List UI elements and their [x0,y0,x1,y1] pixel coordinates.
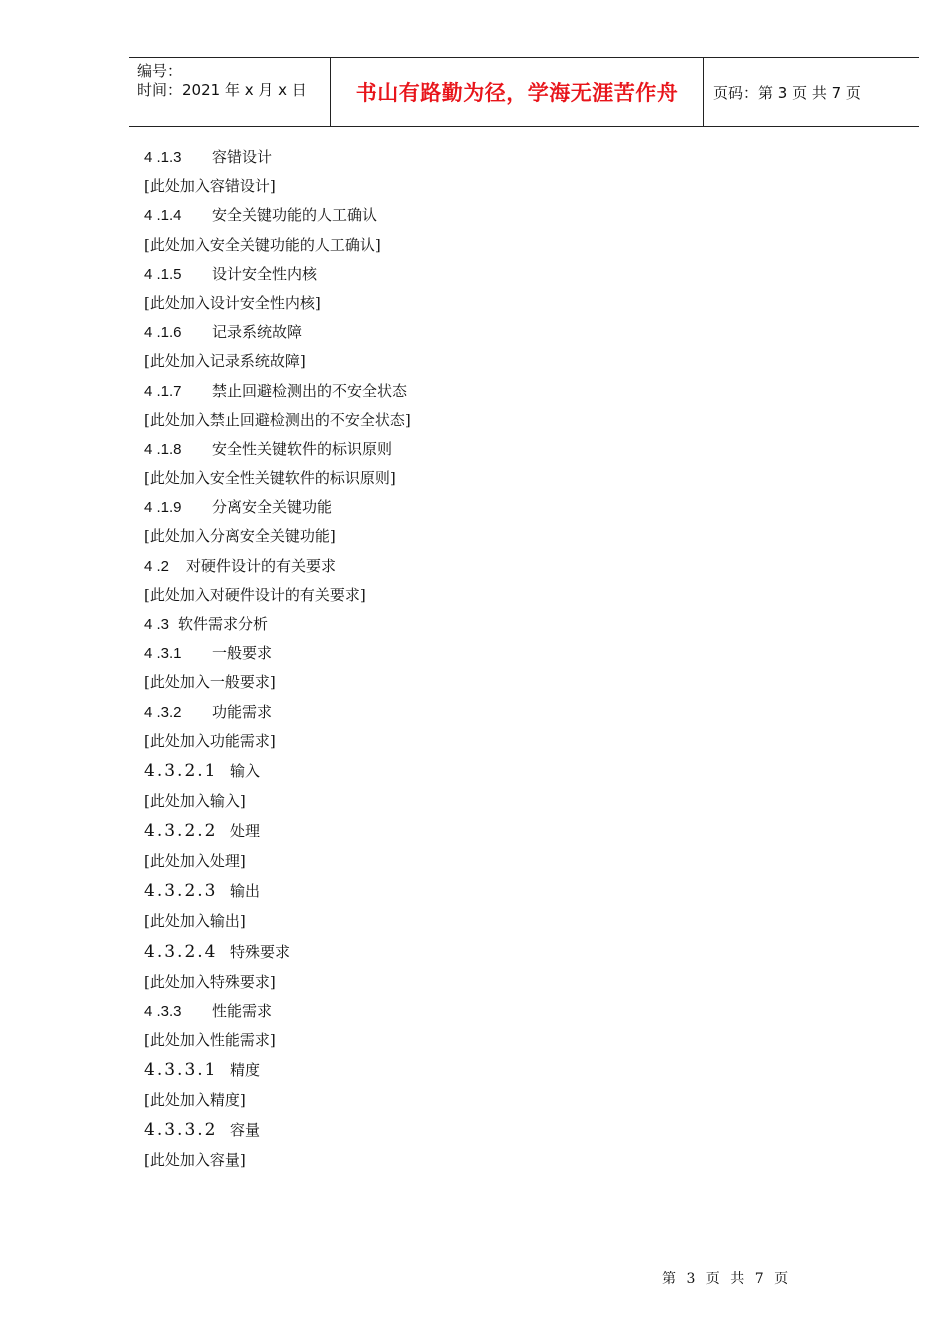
page-header [129,57,919,127]
section-number: 4.3.3.2 [144,1120,218,1141]
header-motto: 书山有路勤为径，学海无涯苦作舟 [355,80,679,105]
section-title: 安全性关键软件的标识原则 [212,439,393,458]
placeholder-text: [此处加入安全关键功能的人工确认] [144,235,381,254]
placeholder-text: [此处加入精度] [144,1091,246,1110]
section-title: 容量 [230,1121,261,1140]
header-divider [703,58,704,126]
placeholder-text: [此处加入处理] [144,852,246,871]
document-date: 时间：2021 年 x 月 x 日 [137,81,307,99]
placeholder-text: [此处加入容错设计] [144,177,276,196]
section-number: 4 .1.7 [144,382,182,400]
placeholder-text: [此处加入容量] [144,1151,246,1170]
placeholder-text: [此处加入特殊要求] [144,972,276,991]
document-number-label: 编号： [137,62,183,80]
placeholder-text: [此处加入输入] [144,791,246,810]
header-page-info: 页码：第 3 页 共 7 页 [713,83,861,102]
section-number: 4 .1.6 [144,324,182,342]
section-title: 处理 [230,822,261,841]
section-number: 4 .3.1 [144,645,182,663]
document-body [144,146,904,1178]
placeholder-text: [此处加入输出] [144,912,246,931]
page-footer: 第 3 页 共 7 页 [662,1271,792,1287]
section-title: 容错设计 [212,148,273,166]
section-title: 一般要求 [212,644,273,663]
placeholder-text: [此处加入功能需求] [144,731,276,750]
section-title: 输入 [230,761,261,780]
section-title: 设计安全性内核 [212,264,318,283]
section-title: 记录系统故障 [212,323,303,342]
section-number: 4.3.2.3 [144,881,218,902]
placeholder-text: [此处加入对硬件设计的有关要求] [144,585,366,604]
section-number: 4.3.2.4 [144,941,218,962]
section-number: 4 .1.4 [144,207,182,225]
section-title: 性能需求 [212,1001,273,1020]
section-number: 4 .1.5 [144,265,182,283]
placeholder-text: [此处加入性能需求] [144,1030,276,1049]
placeholder-text: [此处加入记录系统故障] [144,352,306,371]
section-title: 对硬件设计的有关要求 [186,556,337,575]
section-title: 精度 [230,1061,261,1080]
section-title: 特殊要求 [230,942,291,961]
section-number: 4 .3.3 [144,1002,182,1020]
placeholder-text: [此处加入分离安全关键功能] [144,527,336,546]
section-title: 分离安全关键功能 [212,498,333,517]
placeholder-text: [此处加入一般要求] [144,673,276,692]
section-number: 4 .1.9 [144,499,182,517]
placeholder-text: [此处加入禁止回避检测出的不安全状态] [144,410,411,429]
placeholder-text: [此处加入设计安全性内核] [144,293,321,312]
placeholder-text: [此处加入安全性关键软件的标识原则] [144,469,396,488]
section-number: 4 .3 [144,616,170,633]
section-title: 安全关键功能的人工确认 [212,206,378,225]
header-meta [137,62,307,100]
section-number: 4.3.2.1 [144,760,218,781]
section-number: 4.3.3.1 [144,1060,218,1081]
section-title: 输出 [230,882,261,901]
section-title: 禁止回避检测出的不安全状态 [212,381,408,400]
section-number: 4.3.2.2 [144,821,218,842]
section-title: 软件需求分析 [178,615,269,633]
section-number: 4 .2 [144,557,170,575]
section-number: 4 .1.3 [144,149,182,166]
section-number: 4 .1.8 [144,440,182,458]
section-number: 4 .3.2 [144,703,182,721]
section-title: 功能需求 [212,702,273,721]
